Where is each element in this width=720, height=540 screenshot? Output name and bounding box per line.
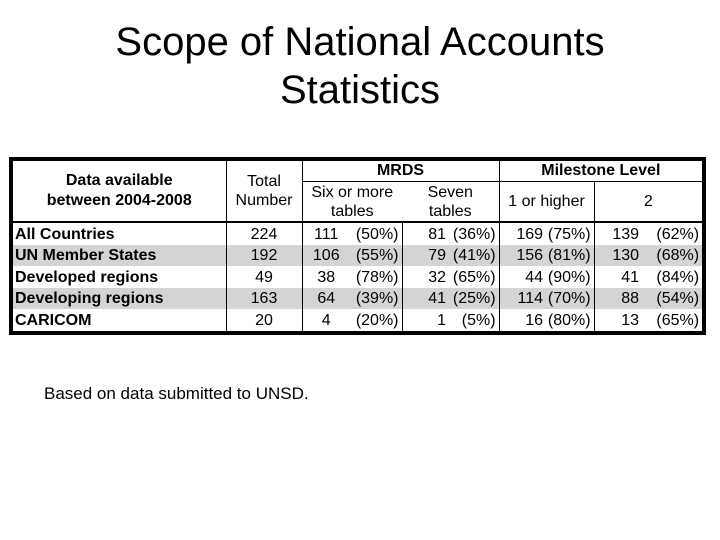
header-seven-line-1: Seven: [427, 183, 473, 201]
header-data-available: [13, 161, 226, 222]
cell-six-percent: (20%): [355, 311, 399, 329]
cell-seven-count: 1: [402, 309, 446, 331]
cell-total: 20: [226, 309, 302, 331]
cell-milestone2-count: 139: [594, 222, 639, 245]
header-mrds: MRDS: [302, 161, 499, 181]
table-header: [13, 161, 702, 222]
cell-milestone1-percent: (75%): [543, 222, 594, 245]
cell-milestone1-count: 16: [499, 309, 543, 331]
header-seven-tables: [402, 181, 499, 222]
cell-six-percent: (50%): [350, 222, 402, 245]
cell-milestone1-percent: (81%): [543, 245, 594, 267]
header-six-line-1: Six or more: [311, 183, 394, 201]
cell-seven-count: 81: [402, 222, 446, 245]
table-row: [13, 245, 702, 267]
cell-total: 224: [226, 222, 302, 245]
table-row: [13, 222, 702, 245]
table-body: [13, 222, 702, 331]
cell-six-count: 4: [302, 309, 350, 331]
slide-title: [0, 18, 720, 114]
cell-milestone1-percent: (70%): [543, 288, 594, 310]
cell-total: 192: [226, 245, 302, 267]
cell-six-percent: (39%): [350, 288, 402, 310]
table-frame: [9, 157, 706, 335]
table-row: [13, 309, 702, 331]
row-label: Developing regions: [13, 288, 226, 310]
cell-seven-percent: (36%): [446, 222, 499, 245]
header-total-line-1: Total: [247, 173, 281, 191]
cell-milestone1-count: 114: [499, 288, 543, 310]
cell-six-count: 111: [302, 222, 350, 245]
header-total-line-2: Number: [235, 192, 293, 210]
cell-six-count: 38: [302, 266, 350, 288]
header-six-line-2: tables: [330, 202, 374, 220]
slide-title-line-2: Statistics: [279, 68, 441, 112]
cell-total: 49: [226, 266, 302, 288]
slide-title-line-1: Scope of National Accounts: [115, 20, 605, 64]
cell-milestone2-percent: (62%): [639, 222, 702, 245]
cell-milestone2-count: 41: [594, 266, 639, 288]
header-total-number: [226, 161, 302, 222]
cell-milestone2-percent: (54%): [639, 288, 702, 310]
header-milestone-1-or-higher: 1 or higher: [499, 181, 594, 222]
row-label: Developed regions: [15, 268, 159, 286]
cell-milestone2-count: 13: [594, 309, 639, 331]
cell-seven-percent: (41%): [446, 245, 499, 267]
cell-seven-percent: (25%): [446, 288, 499, 310]
cell-six-percent: (78%): [355, 268, 399, 286]
cell-six-percent: (55%): [350, 245, 402, 267]
row-label: UN Member States: [13, 245, 226, 267]
cell-milestone2-percent: (68%): [639, 245, 702, 267]
national-accounts-table: [13, 161, 702, 331]
cell-total: 163: [226, 288, 302, 310]
table-row: [13, 288, 702, 310]
cell-milestone1-count: 44: [499, 266, 543, 288]
header-milestone-2: 2: [594, 181, 702, 222]
row-label: All Countries: [13, 222, 226, 245]
cell-seven-count: 79: [402, 245, 446, 267]
cell-six-count: 64: [302, 288, 350, 310]
row-label: CARICOM: [15, 311, 92, 329]
header-six-or-more-tables: [302, 181, 402, 222]
header-milestone-level: Milestone Level: [499, 161, 702, 181]
cell-milestone1-count: 169: [499, 222, 543, 245]
header-data-available-line-1: Data available: [65, 172, 173, 190]
cell-milestone2-percent: (84%): [656, 268, 700, 286]
cell-milestone2-count: 130: [594, 245, 639, 267]
cell-seven-percent: (65%): [452, 268, 496, 286]
cell-milestone1-percent: (90%): [547, 268, 591, 286]
cell-milestone2-percent: (65%): [656, 311, 700, 329]
header-data-available-line-2: between 2004-2008: [46, 192, 192, 210]
cell-seven-count: 32: [402, 266, 446, 288]
cell-milestone1-count: 156: [499, 245, 543, 267]
cell-seven-count: 41: [402, 288, 446, 310]
cell-milestone2-count: 88: [594, 288, 639, 310]
footnote: Based on data submitted to UNSD.: [44, 384, 309, 403]
cell-six-count: 106: [302, 245, 350, 267]
cell-milestone1-percent: (80%): [547, 311, 591, 329]
table-row: [13, 266, 702, 288]
header-seven-line-2: tables: [428, 202, 472, 220]
cell-seven-percent: (5%): [461, 311, 496, 329]
